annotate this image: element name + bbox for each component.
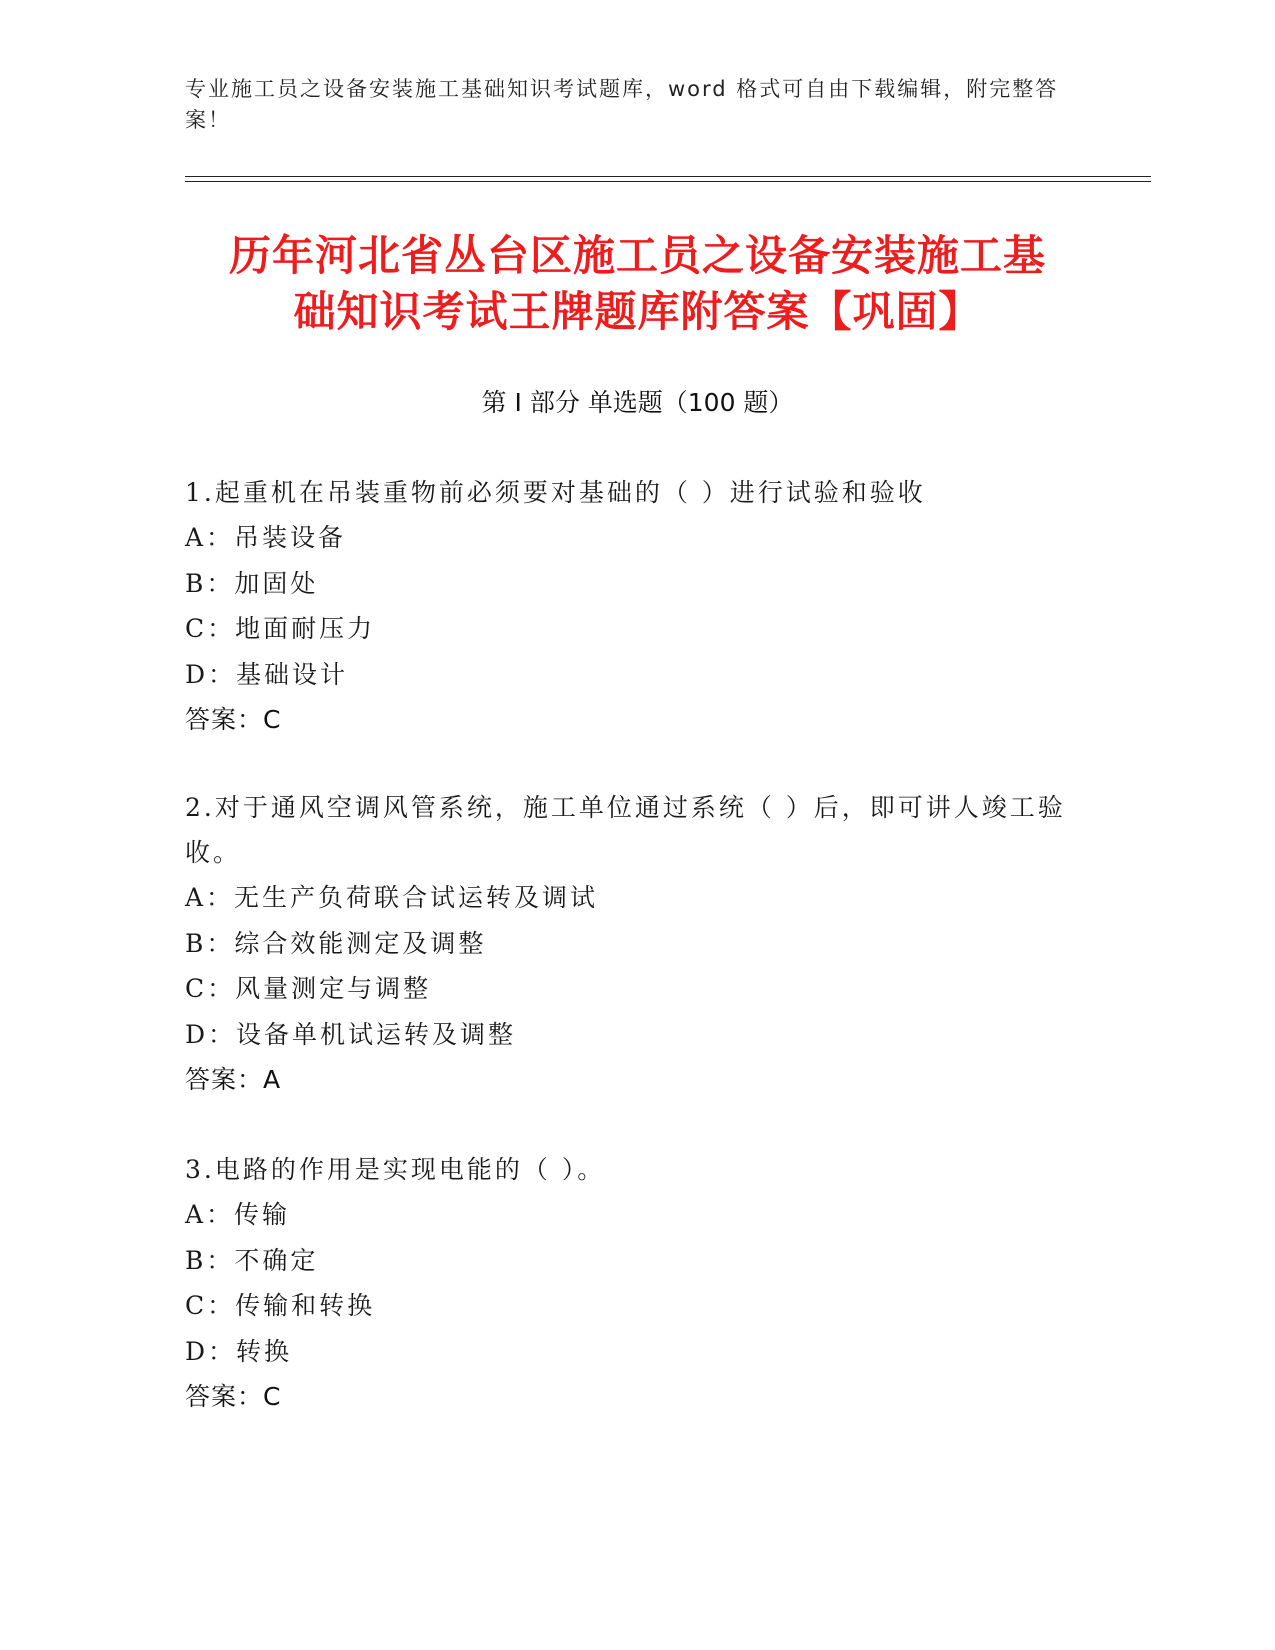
option-c: C：传输和转换	[185, 1291, 376, 1320]
question-1	[185, 470, 1085, 742]
answer: 答案：C	[185, 705, 282, 734]
question-3	[185, 1147, 1085, 1419]
document-title	[150, 228, 1125, 340]
header-divider-thick	[185, 181, 1151, 182]
option-b: B：不确定	[185, 1245, 319, 1275]
option-a: A：吊装设备	[185, 523, 347, 552]
option-c: C：地面耐压力	[185, 614, 376, 643]
header-note: 专业施工员之设备安装施工基础知识考试题库，word 格式可自由下载编辑，附完整答案！	[185, 77, 1059, 132]
question-2	[185, 785, 1085, 1102]
question-stem: 3.电路的作用是实现电能的（ ）。	[185, 1155, 606, 1184]
question-stem: 1.起重机在吊装重物前必须要对基础的（ ）进行试验和验收	[185, 478, 926, 507]
option-d: D：设备单机试运转及调整	[185, 1019, 517, 1049]
question-stem: 2.对于通风空调风管系统，施工单位通过系统（ ）后，即可讲人竣工验收。	[185, 793, 1066, 867]
option-b: B：综合效能测定及调整	[185, 928, 487, 958]
answer: 答案：A	[185, 1065, 282, 1094]
answer: 答案：C	[185, 1382, 282, 1411]
option-b: B：加固处	[185, 568, 319, 598]
option-d: D：基础设计	[185, 659, 349, 689]
header-divider-thin	[185, 176, 1151, 177]
document-title-line-2: 础知识考试王牌题库附答案【巩固】	[293, 287, 982, 336]
section-heading: 第 I 部分 单选题（100 题）	[481, 388, 794, 417]
option-c: C：风量测定与调整	[185, 974, 432, 1003]
option-d: D：转换	[185, 1336, 293, 1366]
option-a: A：无生产负荷联合试运转及调试	[185, 883, 599, 912]
document-title-line-1: 历年河北省丛台区施工员之设备安装施工基	[228, 231, 1046, 280]
option-a: A：传输	[185, 1200, 291, 1229]
